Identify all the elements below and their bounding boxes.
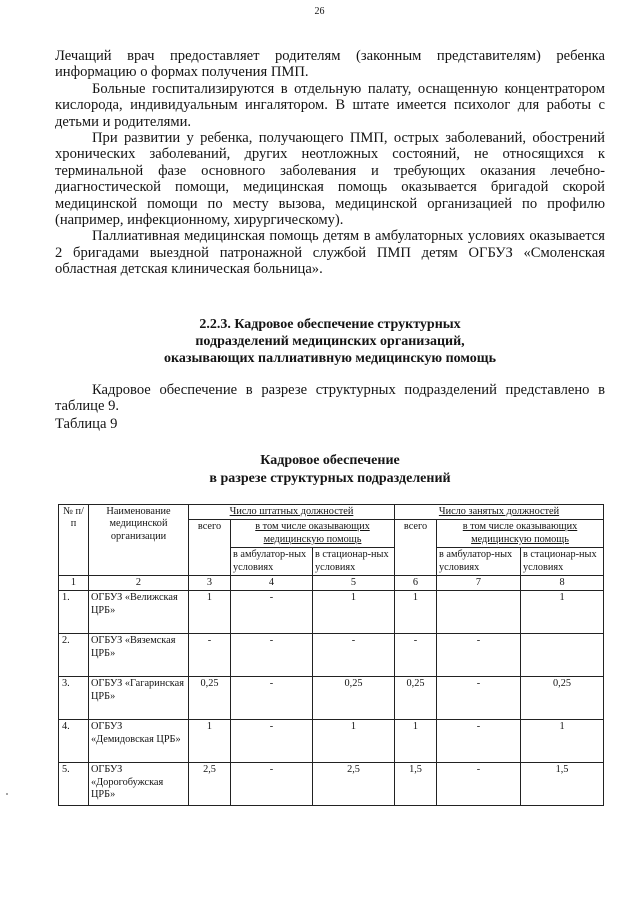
section-heading: [55, 316, 605, 367]
paragraph: Кадровое обеспечение в разрезе структурных подразделений представлено в таблице 9.: [55, 382, 605, 415]
paragraph: Лечащий врач предоставляет родителям (законным представителям) ребенка информацию о формах получения ПМП.: [55, 48, 605, 81]
cell-value: -: [437, 634, 521, 677]
cell-org: ОГБУЗ «Дорогобужская ЦРБ»: [89, 763, 189, 806]
cell-value: -: [231, 634, 313, 677]
cell-value: 0,25: [313, 677, 395, 720]
table-row: [59, 677, 604, 720]
cell-org: ОГБУЗ «Вяземская ЦРБ»: [89, 634, 189, 677]
scan-speck: [6, 793, 8, 795]
cell-value: 0,25: [189, 677, 231, 720]
section-heading-line: оказывающих паллиативную медицинскую помощь: [164, 351, 496, 366]
header-org: Наименование медицинской организации: [89, 505, 189, 576]
col-number: 8: [521, 576, 604, 591]
cell-value: -: [437, 763, 521, 806]
cell-value: 2,5: [189, 763, 231, 806]
col-number: 1: [59, 576, 89, 591]
table-row: [59, 763, 604, 806]
header-stat: в стационар-ных условиях: [521, 548, 604, 576]
header-total: всего: [395, 520, 437, 576]
cell-value: [437, 591, 521, 634]
cell-value: -: [437, 720, 521, 763]
col-number: 6: [395, 576, 437, 591]
cell-num: 4.: [59, 720, 89, 763]
cell-value: -: [231, 591, 313, 634]
table-title-line: Кадровое обеспечение: [260, 453, 400, 468]
header-staff: Число штатных должностей: [189, 505, 395, 520]
cell-value: -: [231, 763, 313, 806]
cell-value: 1: [521, 720, 604, 763]
staffing-table: [58, 504, 604, 806]
cell-value: -: [437, 677, 521, 720]
cell-value: 1: [313, 720, 395, 763]
header-total: всего: [189, 520, 231, 576]
cell-value: -: [313, 634, 395, 677]
table-row: [59, 720, 604, 763]
body-text: [55, 48, 605, 278]
paragraph: При развитии у ребенка, получающего ПМП, острых заболеваний, обострений хронических заболеваний, других неотложных состояний, не относящихся к терминальной фазе основного заболевания и требующих оказания лечебно-диагностической помощи, медицинская помощь оказывается бригадой скорой медицинской помощи по месту вызова, медицинской организацией по профилю (например, инфекционному, хирургическому).: [55, 130, 605, 229]
section-heading-line: подразделений медицинских организаций,: [195, 334, 465, 349]
cell-value: -: [395, 634, 437, 677]
paragraph: Паллиативная медицинская помощь детям в амбулаторных условиях оказывается 2 бригадами выездной патронажной службой ПМП детям ОГБУЗ «Смоленская областная детская клиническая больница».: [55, 228, 605, 278]
intro-text: [55, 382, 605, 432]
section-heading-line: 2.2.3. Кадровое обеспечение структурных: [199, 317, 461, 332]
paragraph: Больные госпитализируются в отдельную палату, оснащенную концентратором кислорода, индивидуальным ингалятором. В штате имеется психолог для работы с детьми и родителями.: [55, 80, 605, 130]
cell-num: 2.: [59, 634, 89, 677]
cell-value: 2,5: [313, 763, 395, 806]
cell-value: -: [231, 720, 313, 763]
cell-value: -: [231, 677, 313, 720]
column-number-row: [59, 576, 604, 591]
header-incl: в том числе оказывающих медицинскую помощь: [437, 520, 604, 548]
table-row: [59, 591, 604, 634]
cell-num: 3.: [59, 677, 89, 720]
header-occupied: Число занятых должностей: [395, 505, 604, 520]
col-number: 2: [89, 576, 189, 591]
table-title: [55, 452, 605, 488]
cell-org: ОГБУЗ «Демидовская ЦРБ»: [89, 720, 189, 763]
cell-value: 0,25: [395, 677, 437, 720]
cell-value: [521, 634, 604, 677]
col-number: 3: [189, 576, 231, 591]
cell-value: 1: [395, 591, 437, 634]
cell-num: 5.: [59, 763, 89, 806]
table-header-row: [59, 505, 604, 520]
col-number: 4: [231, 576, 313, 591]
cell-value: 1: [189, 720, 231, 763]
col-number: 7: [437, 576, 521, 591]
table-row: [59, 634, 604, 677]
cell-value: 1: [313, 591, 395, 634]
cell-value: 1: [395, 720, 437, 763]
cell-value: 1: [189, 591, 231, 634]
cell-value: 1: [521, 591, 604, 634]
col-number: 5: [313, 576, 395, 591]
cell-value: 1,5: [395, 763, 437, 806]
header-stat: в стационар-ных условиях: [313, 548, 395, 576]
header-amb: в амбулатор-ных условиях: [437, 548, 521, 576]
cell-value: 0,25: [521, 677, 604, 720]
header-incl: в том числе оказывающих медицинскую помощь: [231, 520, 395, 548]
cell-value: 1,5: [521, 763, 604, 806]
cell-num: 1.: [59, 591, 89, 634]
page-number: 26: [314, 6, 325, 17]
cell-org: ОГБУЗ «Гагаринская ЦРБ»: [89, 677, 189, 720]
header-amb: в амбулатор-ных условиях: [231, 548, 313, 576]
cell-org: ОГБУЗ «Велижская ЦРБ»: [89, 591, 189, 634]
table-label: Таблица 9: [55, 415, 118, 432]
header-num: № п/п: [59, 505, 89, 576]
table-title-line: в разрезе структурных подразделений: [209, 471, 451, 486]
cell-value: -: [189, 634, 231, 677]
